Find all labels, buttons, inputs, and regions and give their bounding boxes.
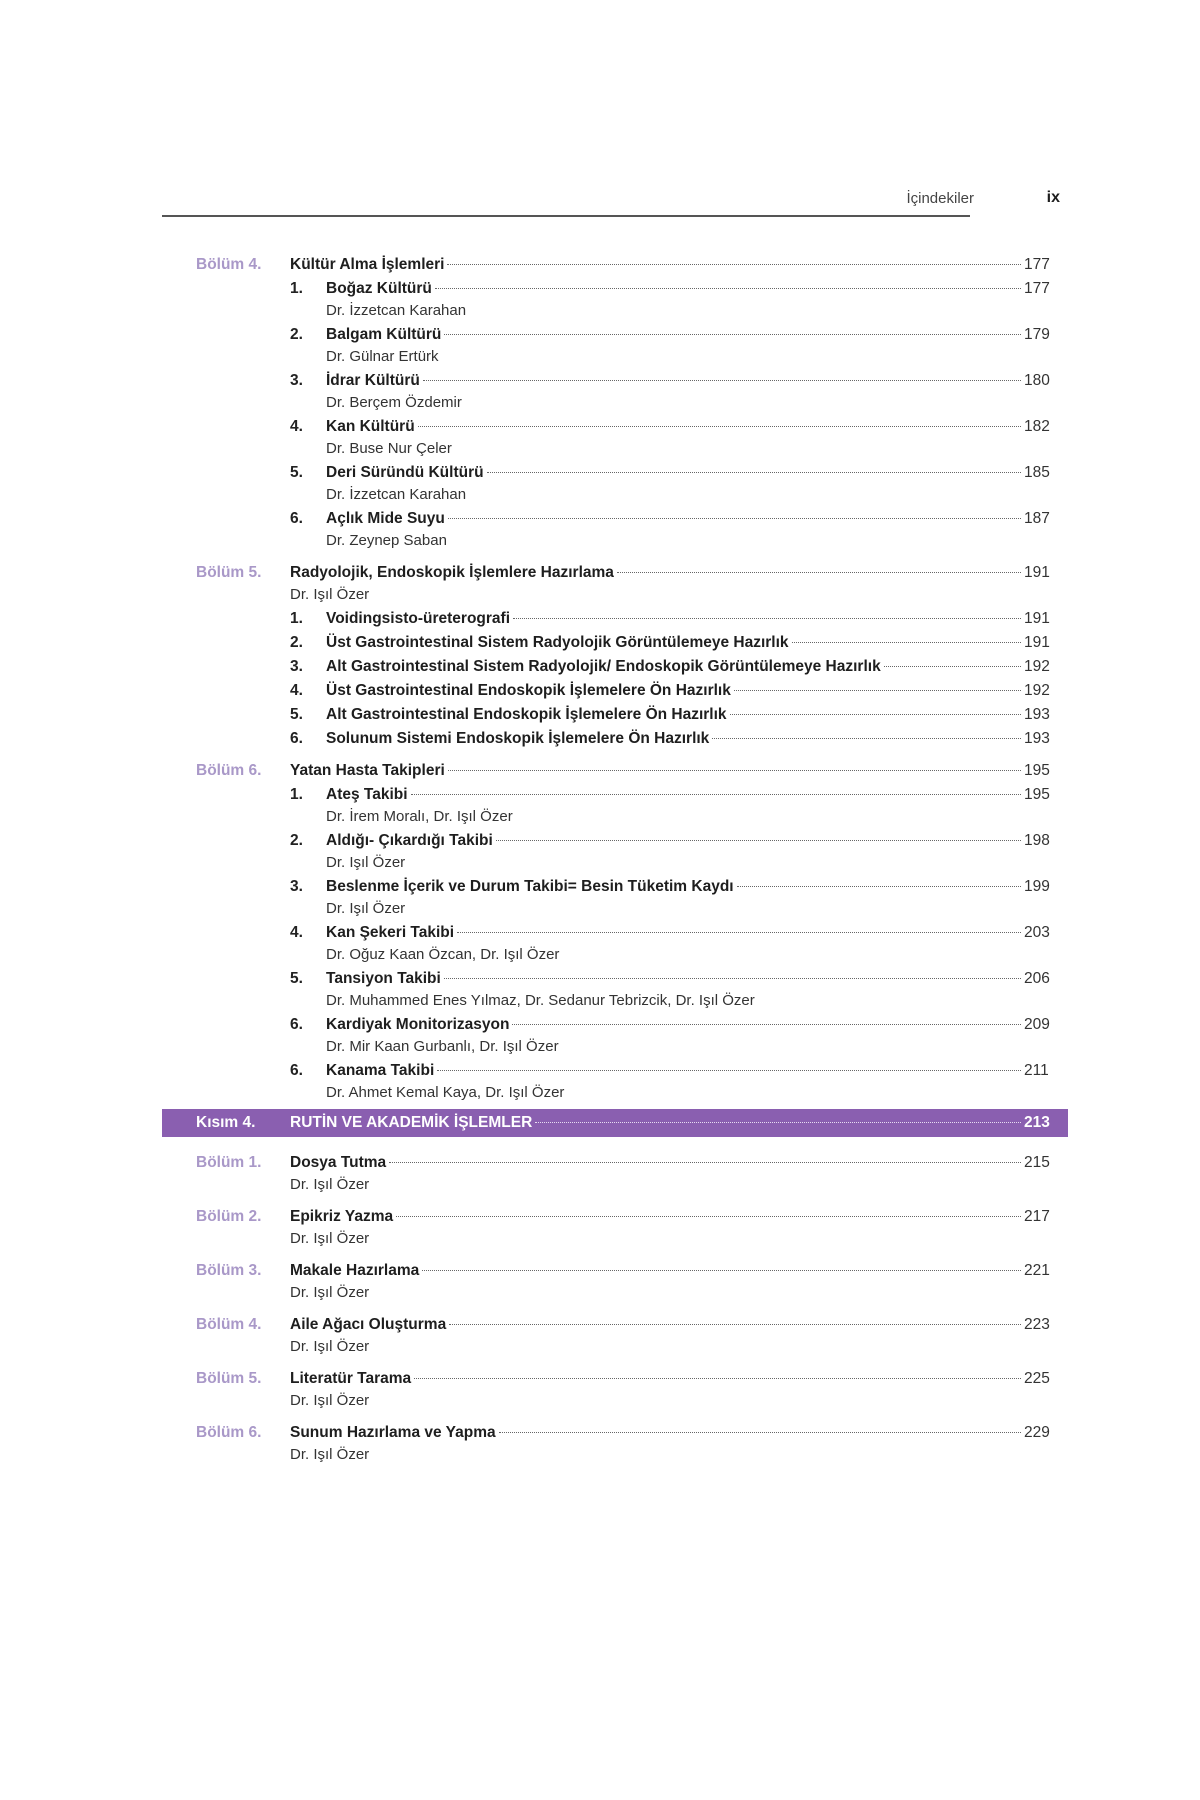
toc-entry[interactable]	[162, 607, 1068, 631]
header-page-number: ix	[1046, 189, 1060, 206]
dot-leader	[712, 738, 1021, 739]
page-number: 211	[1024, 1062, 1049, 1079]
dot-leader	[448, 770, 1021, 771]
dot-leader	[444, 978, 1021, 979]
dot-leader	[512, 1024, 1021, 1025]
entry-title: Dosya Tutma	[290, 1154, 387, 1171]
entry-title: Solunum Sistemi Endoskopik İşlemelere Ön Hazırlık	[326, 730, 710, 747]
page-number: 177	[1024, 280, 1050, 297]
toc-entry[interactable]	[162, 507, 1068, 531]
entry-number: 6.	[290, 1016, 303, 1033]
spacer	[162, 553, 1068, 561]
entry-title: Kültür Alma İşlemleri	[290, 256, 445, 273]
page-number: 229	[1024, 1424, 1050, 1441]
author-line: Dr. Işıl Özer	[290, 586, 370, 603]
entry-title: Kanama Takibi	[326, 1062, 435, 1079]
dot-leader	[496, 840, 1021, 841]
page-number: 217	[1024, 1208, 1050, 1225]
entry-number: 2.	[290, 634, 303, 651]
entry-number: 5.	[290, 464, 303, 481]
entry-number: 3.	[290, 658, 303, 675]
author-line: Dr. Buse Nur Çeler	[326, 440, 452, 457]
entry-number: 1.	[290, 610, 303, 627]
toc-chapter[interactable]	[162, 561, 1068, 585]
toc-chapter[interactable]	[162, 1151, 1068, 1175]
page-number: 192	[1024, 682, 1050, 699]
dot-leader	[499, 1432, 1021, 1433]
entry-number: 6.	[290, 510, 303, 527]
entry-title: Kan Şekeri Takibi	[326, 924, 455, 941]
spacer	[162, 1251, 1068, 1259]
spacer	[162, 1413, 1068, 1421]
table-of-contents	[162, 253, 1068, 1467]
page-number: 215	[1024, 1154, 1050, 1171]
dot-leader	[411, 794, 1021, 795]
entry-number: 5.	[290, 706, 303, 723]
entry-number: 5.	[290, 970, 303, 987]
entry-title: İdrar Kültürü	[326, 372, 420, 389]
dot-leader	[423, 380, 1021, 381]
toc-entry[interactable]	[162, 679, 1068, 703]
toc-entry[interactable]	[162, 921, 1068, 945]
entry-title: Literatür Tarama	[290, 1370, 412, 1387]
dot-leader	[389, 1162, 1021, 1163]
dot-leader	[422, 1270, 1021, 1271]
toc-entry[interactable]	[162, 461, 1068, 485]
dot-leader	[444, 334, 1021, 335]
dot-leader	[617, 572, 1021, 573]
page-number: 179	[1024, 326, 1050, 343]
entry-title: Aldığı- Çıkardığı Takibi	[326, 832, 493, 849]
page-number: 191	[1024, 564, 1050, 581]
page-number: 192	[1024, 658, 1050, 675]
entry-title: Kan Kültürü	[326, 418, 415, 435]
page-number: 195	[1024, 786, 1050, 803]
toc-entry[interactable]	[162, 369, 1068, 393]
author-line: Dr. Ahmet Kemal Kaya, Dr. Işıl Özer	[326, 1084, 565, 1101]
entry-number: 6.	[290, 730, 303, 747]
dot-leader	[448, 518, 1021, 519]
entry-number: 1.	[290, 280, 303, 297]
entry-number: 4.	[290, 682, 303, 699]
author-line: Dr. Işıl Özer	[290, 1176, 370, 1193]
entry-title: Tansiyon Takibi	[326, 970, 441, 987]
spacer	[162, 1197, 1068, 1205]
author-line: Dr. Mir Kaan Gurbanlı, Dr. Işıl Özer	[326, 1038, 559, 1055]
entry-number: 2.	[290, 832, 303, 849]
author-line: Dr. Işıl Özer	[290, 1338, 370, 1355]
part-heading[interactable]	[162, 1109, 1068, 1137]
page-number: 187	[1024, 510, 1050, 527]
dot-leader	[513, 618, 1021, 619]
author-line: Dr. Işıl Özer	[290, 1446, 370, 1463]
entry-title: Voidingsisto-üreterografi	[326, 610, 511, 627]
toc-chapter[interactable]	[162, 1205, 1068, 1229]
entry-title: Radyolojik, Endoskopik İşlemlere Hazırlama	[290, 564, 614, 581]
toc-entry[interactable]	[162, 631, 1068, 655]
page-number: 209	[1024, 1016, 1050, 1033]
entry-title: Açlık Mide Suyu	[326, 510, 445, 527]
entry-title: Üst Gastrointestinal Sistem Radyolojik Görüntülemeye Hazırlık	[326, 634, 789, 651]
toc-entry[interactable]	[162, 703, 1068, 727]
toc-entry[interactable]	[162, 1013, 1068, 1037]
entry-title: Kardiyak Monitorizasyon	[326, 1016, 510, 1033]
toc-entry[interactable]	[162, 875, 1068, 899]
spacer	[162, 1305, 1068, 1313]
spacer	[162, 1359, 1068, 1367]
author-line: Dr. Işıl Özer	[290, 1284, 370, 1301]
author-line: Dr. Oğuz Kaan Özcan, Dr. Işıl Özer	[326, 946, 560, 963]
toc-entry[interactable]	[162, 967, 1068, 991]
part-label: Kısım 4.	[196, 1114, 256, 1131]
page-number: 199	[1024, 878, 1050, 895]
entry-title: Ateş Takibi	[326, 786, 408, 803]
header-title: İçindekiler	[906, 190, 974, 207]
toc-chapter[interactable]	[162, 759, 1068, 783]
author-line: Dr. Işıl Özer	[326, 854, 406, 871]
entry-number: 6.	[290, 1062, 303, 1079]
dot-leader	[792, 642, 1021, 643]
toc-entry[interactable]	[162, 323, 1068, 347]
author-line: Dr. Berçem Özdemir	[326, 394, 462, 411]
dot-leader	[447, 264, 1021, 265]
entry-number: 4.	[290, 418, 303, 435]
toc-chapter[interactable]	[162, 1367, 1068, 1391]
toc-entry[interactable]	[162, 277, 1068, 301]
page-number: 177	[1024, 256, 1050, 273]
dot-leader	[457, 932, 1021, 933]
entry-title: Boğaz Kültürü	[326, 280, 432, 297]
chapter-label: Bölüm 2.	[196, 1208, 262, 1225]
entry-number: 4.	[290, 924, 303, 941]
header-rule	[162, 215, 970, 217]
dot-leader	[737, 886, 1021, 887]
toc-entry[interactable]	[162, 655, 1068, 679]
page-number: 225	[1024, 1370, 1050, 1387]
toc-entry[interactable]	[162, 1059, 1068, 1083]
toc-entry[interactable]	[162, 829, 1068, 853]
entry-title: Sunum Hazırlama ve Yapma	[290, 1424, 496, 1441]
entry-title: Epikriz Yazma	[290, 1208, 394, 1225]
page-number: 223	[1024, 1316, 1050, 1333]
entry-title: Makale Hazırlama	[290, 1262, 420, 1279]
page-number: 193	[1024, 706, 1050, 723]
dot-leader	[730, 714, 1021, 715]
chapter-label: Bölüm 3.	[196, 1262, 262, 1279]
entry-title: Alt Gastrointestinal Endoskopik İşlemelere Ön Hazırlık	[326, 706, 727, 723]
page-number: 191	[1024, 610, 1050, 627]
dot-leader	[396, 1216, 1021, 1217]
chapter-label: Bölüm 4.	[196, 256, 262, 273]
chapter-label: Bölüm 1.	[196, 1154, 262, 1171]
entry-title: Beslenme İçerik ve Durum Takibi= Besin Tüketim Kaydı	[326, 878, 734, 895]
entry-title: Deri Süründü Kültürü	[326, 464, 484, 481]
spacer	[162, 751, 1068, 759]
author-line: Dr. Zeynep Saban	[326, 532, 447, 549]
dot-leader	[734, 690, 1021, 691]
part-title: RUTİN VE AKADEMİK İŞLEMLER	[290, 1114, 533, 1131]
dot-leader	[435, 288, 1021, 289]
page-number: 180	[1024, 372, 1050, 389]
chapter-label: Bölüm 6.	[196, 1424, 262, 1441]
entry-title: Balgam Kültürü	[326, 326, 442, 343]
entry-number: 3.	[290, 372, 303, 389]
author-line: Dr. Muhammed Enes Yılmaz, Dr. Sedanur Tebrizcik, Dr. Işıl Özer	[326, 992, 755, 1009]
running-header	[162, 190, 1068, 220]
toc-chapter[interactable]	[162, 1259, 1068, 1283]
author-line: Dr. Gülnar Ertürk	[326, 348, 439, 365]
dot-leader	[535, 1122, 1021, 1123]
chapter-label: Bölüm 4.	[196, 1316, 262, 1333]
dot-leader	[418, 426, 1021, 427]
page-number: 203	[1024, 924, 1050, 941]
author-line: Dr. Işıl Özer	[290, 1230, 370, 1247]
page-number: 198	[1024, 832, 1050, 849]
page-number: 182	[1024, 418, 1050, 435]
entry-number: 3.	[290, 878, 303, 895]
dot-leader	[437, 1070, 1021, 1071]
dot-leader	[487, 472, 1021, 473]
dot-leader	[414, 1378, 1021, 1379]
entry-title: Üst Gastrointestinal Endoskopik İşlemelere Ön Hazırlık	[326, 682, 731, 699]
author-line: Dr. Işıl Özer	[326, 900, 406, 917]
dot-leader	[884, 666, 1021, 667]
dot-leader	[449, 1324, 1021, 1325]
page-number: 193	[1024, 730, 1050, 747]
author-line: Dr. İzzetcan Karahan	[326, 302, 467, 319]
author-line: Dr. İrem Moralı, Dr. Işıl Özer	[326, 808, 513, 825]
chapter-label: Bölüm 5.	[196, 1370, 262, 1387]
page-number: 213	[1024, 1114, 1050, 1131]
entry-number: 2.	[290, 326, 303, 343]
toc-chapter[interactable]	[162, 1313, 1068, 1337]
toc-chapter[interactable]	[162, 1421, 1068, 1445]
chapter-label: Bölüm 5.	[196, 564, 262, 581]
toc-entry[interactable]	[162, 783, 1068, 807]
author-line: Dr. Işıl Özer	[290, 1392, 370, 1409]
page-number: 206	[1024, 970, 1050, 987]
toc-entry[interactable]	[162, 415, 1068, 439]
toc-chapter[interactable]	[162, 253, 1068, 277]
page-number: 191	[1024, 634, 1050, 651]
page-number: 195	[1024, 762, 1050, 779]
entry-title: Yatan Hasta Takipleri	[290, 762, 445, 779]
entry-number: 1.	[290, 786, 303, 803]
entry-title: Alt Gastrointestinal Sistem Radyolojik/ Endoskopik Görüntülemeye Hazırlık	[326, 658, 881, 675]
entry-title: Aile Ağacı Oluşturma	[290, 1316, 447, 1333]
chapter-label: Bölüm 6.	[196, 762, 262, 779]
author-line: Dr. İzzetcan Karahan	[326, 486, 467, 503]
spacer	[162, 1143, 1068, 1151]
toc-entry[interactable]	[162, 727, 1068, 751]
page-number: 185	[1024, 464, 1050, 481]
page-number: 221	[1024, 1262, 1050, 1279]
